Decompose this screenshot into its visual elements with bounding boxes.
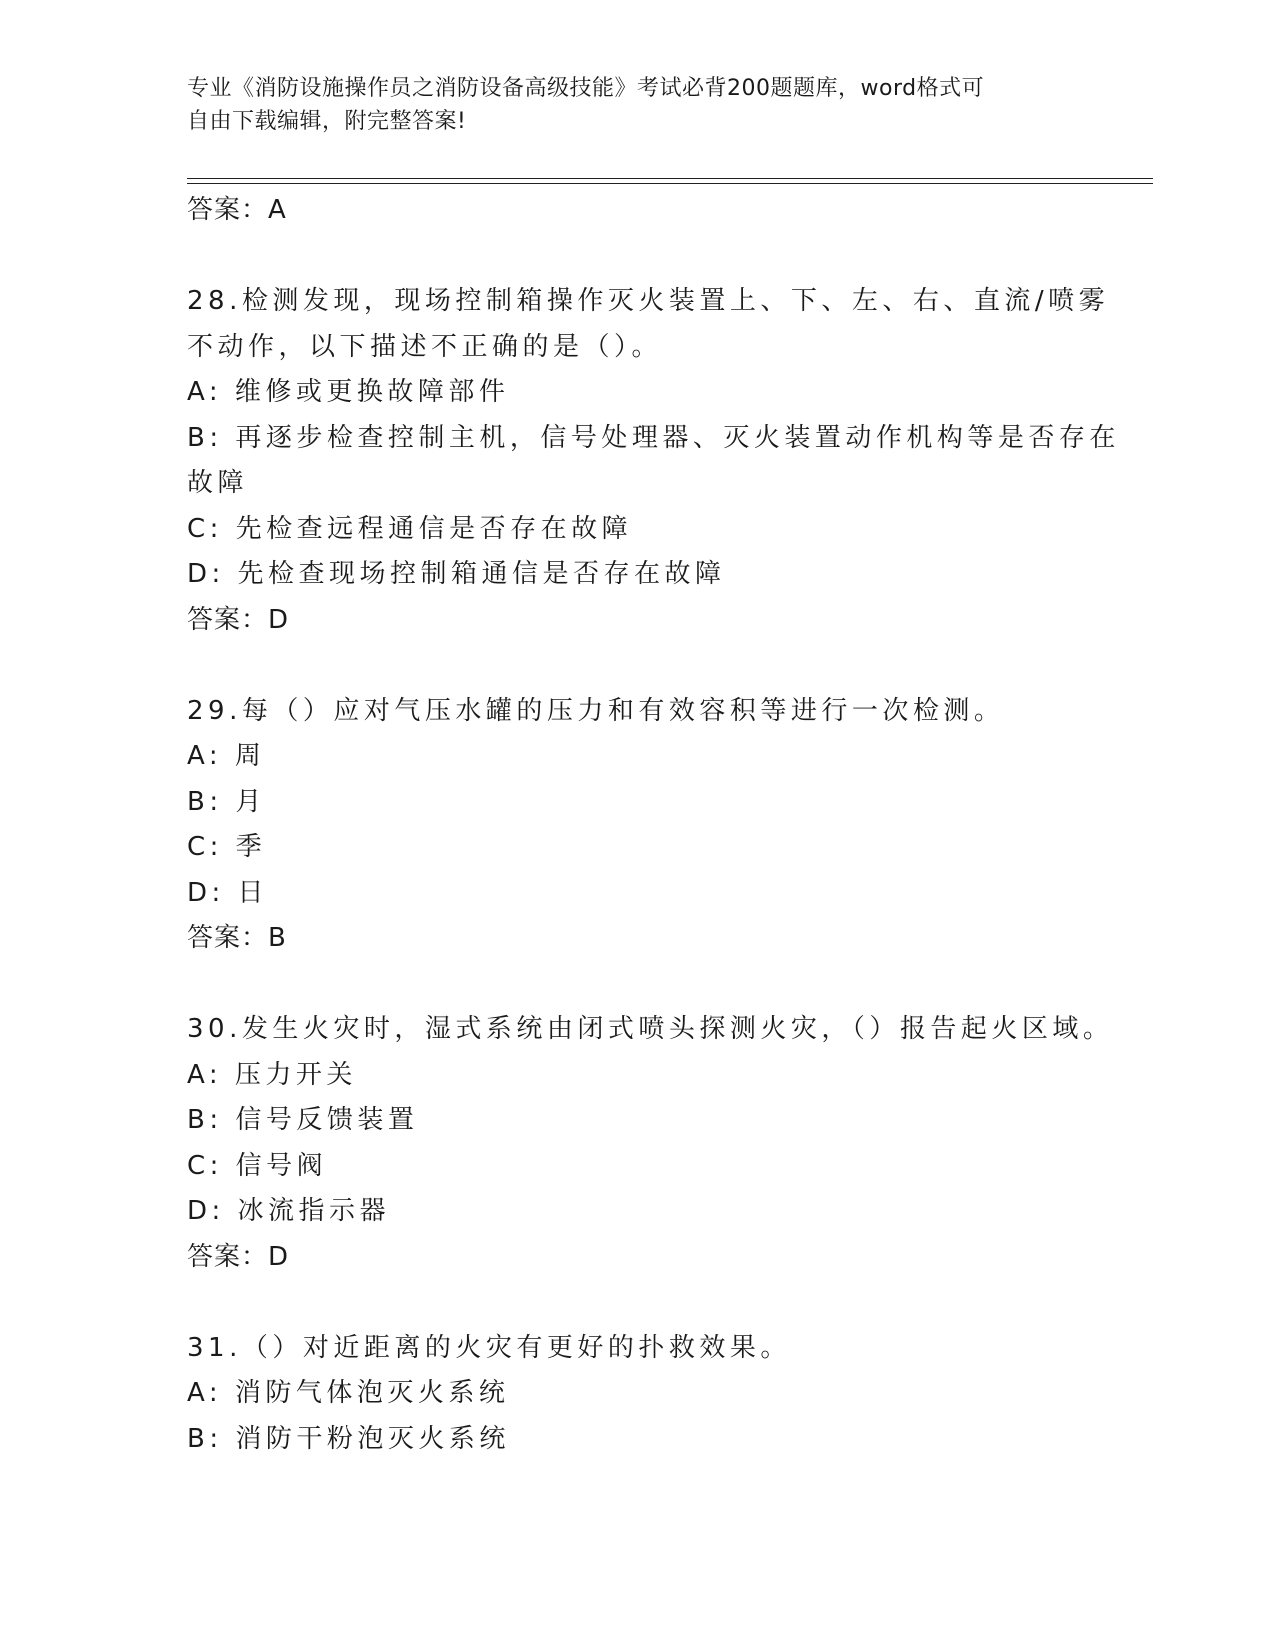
option-d: D: 先检查现场控制箱通信是否存在故障 [187, 559, 726, 589]
answer-line [187, 916, 1087, 962]
answer-value: D [268, 604, 290, 635]
question-stem: 28.检测发现，现场控制箱操作灭火装置上、下、左、右、直流/喷雾 [187, 286, 1110, 316]
option-b-continued: 故障 [187, 468, 249, 498]
answer-line [187, 188, 1087, 234]
question-list [187, 188, 1120, 1462]
answer-line [187, 1235, 1087, 1281]
question-stem: 29.每（）应对气压水罐的压力和有效容积等进行一次检测。 [187, 695, 1005, 726]
option-a: A: 消防气体泡灭火系统 [187, 1378, 510, 1408]
document-header [187, 72, 1067, 138]
answer-value: D [268, 1241, 290, 1272]
answer-value: A [268, 195, 287, 225]
spacer [187, 962, 1087, 1008]
question-stem: 30.发生火灾时，湿式系统由闭式喷头探测火灾，（）报告起火区域。 [187, 1014, 1114, 1044]
question-stem: 31.（）对近距离的火灾有更好的扑救效果。 [187, 1332, 791, 1363]
option-b: B: 消防干粉泡灭火系统 [187, 1423, 510, 1454]
option-c: C: 季 [187, 832, 267, 862]
option-a: A: 压力开关 [187, 1059, 357, 1090]
option-d: D: 冰流指示器 [187, 1196, 391, 1226]
option-a: A: 维修或更换故障部件 [187, 377, 510, 407]
header-rule-top [187, 178, 1153, 179]
option-b: B: 再逐步检查控制主机，信号处理器、灭火装置动作机构等是否存在 [187, 422, 1120, 453]
question-31 [187, 1326, 1087, 1463]
spacer [187, 643, 1087, 689]
question-stem-continued: 不动作，以下描述不正确的是（）。 [187, 331, 663, 362]
answer-label: 答案： [187, 604, 269, 635]
option-b: B: 信号反馈装置 [187, 1105, 419, 1135]
header-line-1: 专业《消防设施操作员之消防设备高级技能》考试必背200题题库，word格式可 [187, 76, 985, 101]
spacer [187, 1280, 1087, 1326]
option-c: C: 先检查远程通信是否存在故障 [187, 513, 633, 544]
question-29 [187, 689, 1087, 962]
question-28 [187, 279, 1120, 643]
answer-label: 答案： [187, 923, 269, 953]
answer-label: 答案： [187, 195, 269, 225]
option-a: A: 周 [187, 741, 266, 771]
option-c: C: 信号阀 [187, 1150, 328, 1181]
answer-line [187, 598, 1087, 644]
header-line-2: 自由下载编辑，附完整答案! [187, 109, 467, 134]
answer-value: B [268, 923, 287, 953]
option-b: B: 月 [187, 786, 266, 817]
header-rule-bottom [187, 183, 1153, 184]
answer-label: 答案： [187, 1241, 269, 1272]
spacer [187, 234, 1087, 280]
option-d: D: 日 [187, 877, 269, 908]
question-30 [187, 1007, 1114, 1280]
